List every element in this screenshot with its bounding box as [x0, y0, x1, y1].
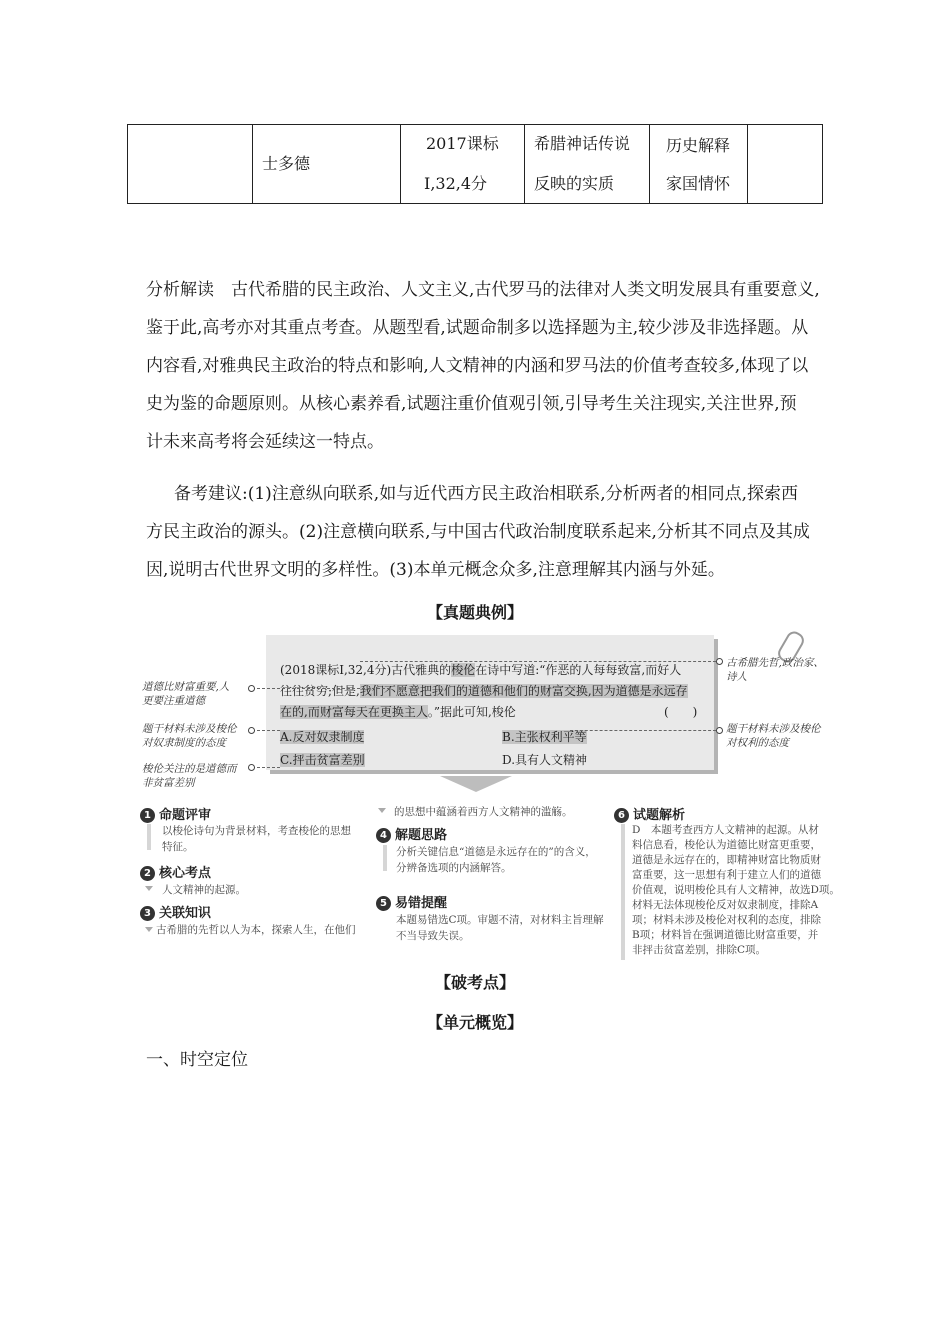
option-c-text: C.抨击贫富差别 — [280, 753, 365, 767]
table-divider — [252, 125, 253, 203]
table-cell-topic-1: 希腊神话传说 — [534, 134, 631, 153]
triangle-icon — [145, 886, 153, 891]
question-line-1 — [280, 661, 681, 678]
step-title: 试题解析 — [633, 808, 686, 823]
analysis-line: 分析解读 古代希腊的民主政治、人文主义,古代罗马的法律对人类文明发展具有重要意义, — [146, 280, 820, 300]
highlight-text: 在的,而财富每天在更换主人 — [280, 705, 428, 719]
step-1-text — [162, 823, 351, 855]
analysis-paragraph — [146, 271, 820, 461]
step-text-line: 特征。 — [162, 841, 194, 853]
note-text: 非贫富差别 — [142, 777, 195, 789]
note-left-1 — [142, 680, 229, 708]
step-5-text — [396, 912, 604, 944]
table-divider — [400, 125, 401, 203]
step-text-line: 不当导致失误。 — [396, 930, 470, 942]
table-divider — [747, 125, 748, 203]
step-title: 易错提醒 — [395, 896, 448, 911]
leader-line — [252, 767, 280, 768]
note-right-2 — [726, 722, 821, 750]
step-text-line: 以梭伦诗句为背景材料，考查梭伦的思想 — [162, 825, 351, 837]
step-title: 命题评审 — [159, 808, 212, 823]
note-text: 对奴隶制度的态度 — [142, 737, 226, 749]
advice-paragraph — [146, 475, 812, 589]
highlight-text: 梭伦 — [451, 663, 476, 677]
step-bar — [621, 824, 625, 960]
leader-dot — [248, 727, 255, 734]
note-text: 古希腊先哲,政治家、 — [726, 657, 824, 669]
step-text-line: B项；材料旨在强调道德比财富重要，并 — [632, 929, 819, 941]
step-text-line: 材料无法体现梭伦反对奴隶制度，排除A — [632, 899, 819, 911]
section-heading-1: 一、时空定位 — [146, 1050, 248, 1070]
heading-break-points: 【破考点】 — [434, 973, 515, 992]
analysis-line: 鉴于此,高考亦对其重点考查。从题型看,试题命制多以选择题为主,较少涉及非选择题。从 — [146, 318, 809, 338]
table-cell-exam-2: Ⅰ,32,4分 — [424, 174, 488, 193]
step-text-line: 非抨击贫富差别，排除C项。 — [632, 944, 767, 956]
step-number: 2 — [140, 866, 155, 881]
step-title: 解题思路 — [395, 828, 448, 843]
step-number: 4 — [376, 828, 391, 843]
step-6-text — [632, 823, 840, 958]
option-a-text: A.反对奴隶制度 — [280, 730, 365, 744]
step-2-heading — [140, 862, 211, 881]
table-cell-person: 士多德 — [262, 154, 311, 173]
step-3-heading — [140, 902, 211, 921]
triangle-icon — [145, 927, 153, 932]
note-text: 对权利的态度 — [726, 737, 789, 749]
option-c — [280, 751, 365, 768]
highlight-text: 我们不愿意把我们的道德和他们的财富交换,因为道德是永远存 — [359, 684, 688, 698]
note-text: 题干材料未涉及梭伦 — [142, 723, 237, 735]
step-text-line: 本题易错选C项。审题不清，对材料主旨理解 — [396, 914, 604, 926]
triangle-icon — [378, 808, 386, 813]
step-number: 5 — [376, 896, 391, 911]
step-bar — [147, 824, 151, 850]
note-text: 题干材料未涉及梭伦 — [726, 723, 821, 735]
note-text: 梭伦关注的是道德而 — [142, 763, 237, 775]
table-cell-topic-2: 反映的实质 — [534, 174, 615, 193]
note-text: 更要注重道德 — [142, 695, 205, 707]
step-text-line: 富重要，这一思想有利于建立人们的道德 — [632, 869, 821, 881]
step-text-line: 料信息看，梭伦认为道德比财富更重要， — [632, 839, 821, 851]
question-line-2 — [280, 682, 688, 699]
step-4-heading — [376, 824, 447, 843]
advice-line: 因,说明古代世界文明的多样性。(3)本单元概念众多,注意理解其内涵与外延。 — [146, 560, 725, 580]
leader-dot — [248, 685, 255, 692]
note-text: 诗人 — [726, 671, 747, 683]
question-text: (2018课标Ⅰ,32,4分)古代雅典的 — [280, 663, 452, 677]
step-text-line: 价值观，说明梭伦具有人文精神，故选D项。 — [632, 884, 840, 896]
leader-line — [252, 730, 280, 731]
option-a — [280, 728, 364, 745]
step-text-line: D 本题考查西方人文精神的起源。从材 — [632, 824, 819, 836]
question-text: 往往贫穷;但是, — [280, 684, 360, 698]
leader-dot — [716, 658, 723, 665]
step-1-heading — [140, 804, 211, 823]
step-bar — [383, 845, 387, 871]
option-b-text: B.主张权利平等 — [502, 730, 587, 744]
note-right-1 — [726, 656, 824, 684]
question-text: 在诗中写道:“作恶的人每每致富,而好人 — [475, 663, 682, 677]
table-cell-literacy-1: 历史解释 — [666, 136, 731, 155]
step-5-heading — [376, 892, 447, 911]
example-figure — [140, 628, 840, 960]
analysis-line: 史为鉴的命题原则。从核心素养看,试题注重价值观引领,引导考生关注现实,关注世界,预 — [146, 394, 797, 414]
step-number: 1 — [140, 808, 155, 823]
table-cell-exam-1: 2017课标 — [426, 134, 499, 153]
step-3-text: 古希腊的先哲以人为本，探索人生，在他们 — [156, 924, 356, 936]
step-text-line: 分辨备选项的内涵解答。 — [396, 862, 512, 874]
analysis-line: 内容看,对雅典民主政治的特点和影响,人文精神的内涵和罗马法的价值考查较多,体现了以 — [146, 356, 809, 376]
note-left-3 — [142, 762, 237, 790]
question-text: 。”据此可知,梭伦 — [427, 705, 516, 719]
step-6-heading — [614, 804, 685, 823]
heading-unit-overview: 【单元概览】 — [426, 1013, 523, 1032]
leader-dot — [248, 764, 255, 771]
note-text: 道德比财富重要,人 — [142, 681, 230, 693]
info-table — [127, 124, 823, 204]
table-cell-literacy-2: 家国情怀 — [666, 174, 731, 193]
step-title: 关联知识 — [159, 906, 212, 921]
step-title: 核心考点 — [159, 866, 212, 881]
step-number: 3 — [140, 906, 155, 921]
heading-example: 【真题典例】 — [426, 603, 523, 622]
step-text-line: 分析关键信息“道德是永远存在的”的含义， — [396, 846, 596, 858]
leader-line — [570, 730, 716, 731]
question-card — [266, 635, 714, 770]
advice-line: 备考建议:(1)注意纵向联系,如与近代西方民主政治相联系,分析两者的相同点,探索西 — [174, 484, 799, 504]
note-left-2 — [142, 722, 237, 750]
analysis-line: 计未来高考将会延续这一特点。 — [146, 432, 384, 452]
table-divider — [649, 125, 650, 203]
step-2-text: 人文精神的起源。 — [162, 884, 246, 896]
step-text-line: 项；材料未涉及梭伦对权利的态度，排除 — [632, 914, 821, 926]
down-arrow-icon — [440, 776, 512, 792]
step-text-line: 道德是永远存在的，即精神财富比物质财 — [632, 854, 821, 866]
table-divider — [524, 125, 525, 203]
advice-line: 方民主政治的源头。(2)注意横向联系,与中国古代政治制度联系起来,分析其不同点及其成 — [146, 522, 810, 542]
step-number: 6 — [614, 808, 629, 823]
leader-line — [252, 688, 390, 689]
answer-paren: ( ) — [664, 705, 698, 719]
leader-dot — [716, 727, 723, 734]
question-line-3 — [280, 703, 516, 720]
leader-line — [360, 661, 716, 662]
option-d: D.具有人文精神 — [502, 753, 588, 767]
step-4-text — [396, 844, 596, 876]
step-3-continued: 的思想中蕴涵着西方人文精神的滥觞。 — [394, 806, 573, 818]
